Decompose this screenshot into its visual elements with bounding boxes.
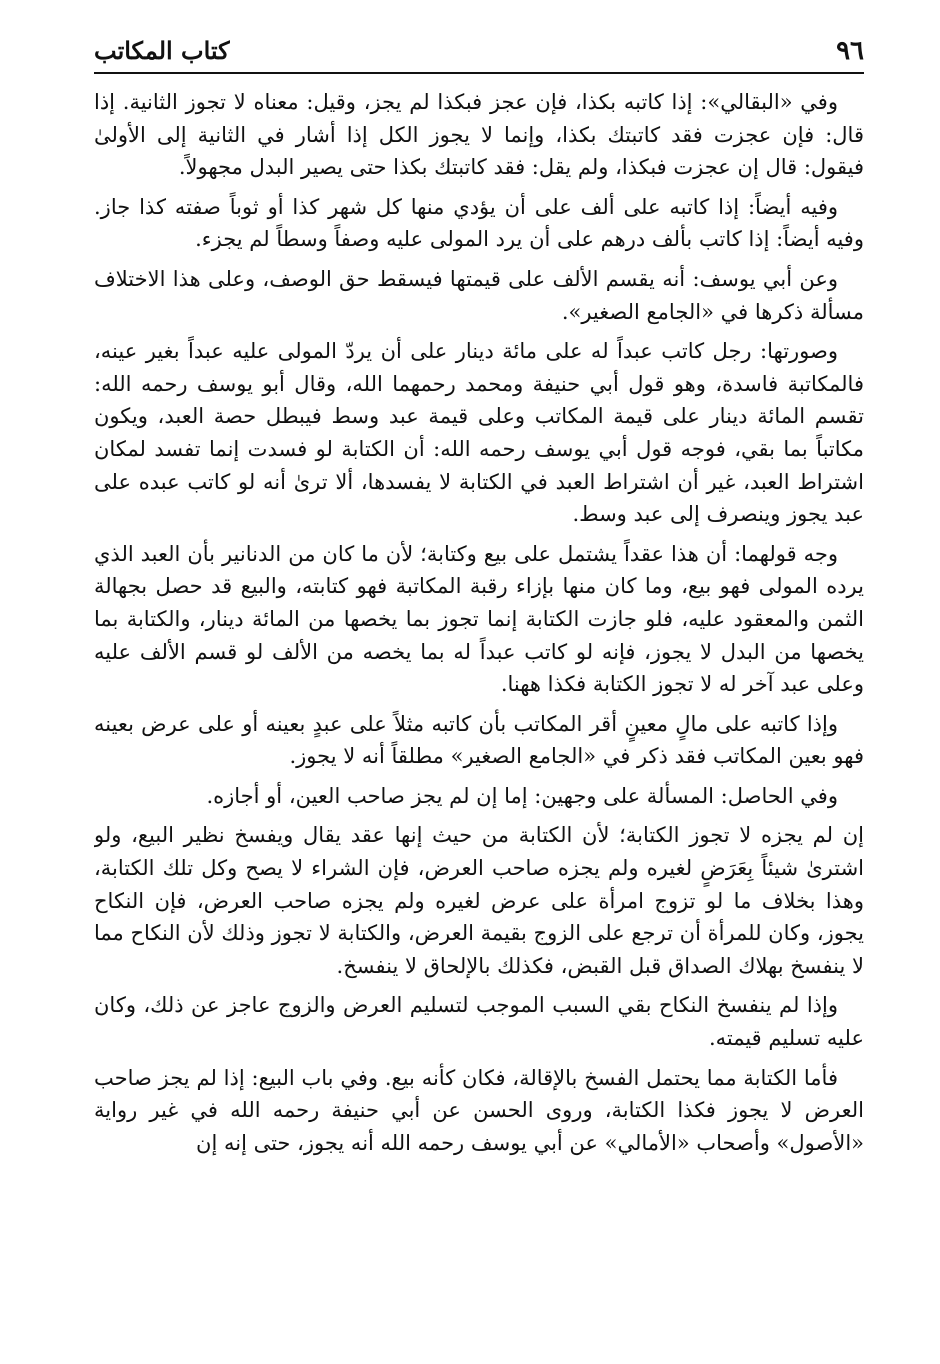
paragraph: وإذا كاتبه على مالٍ معينٍ أقر المكاتب بأن كاتبه مثلاً على عبدٍ بعينه أو على عرض بعينه فهو بعين المكاتب فقد ذكر في «الجامع الصغير» مطلقاً أنه لا يجوز. [94,711,864,769]
paragraph: وعن أبي يوسف: أنه يقسم الألف على قيمتها فيسقط حق الوصف، وعلى هذا الاختلاف مسألة ذكرها في «الجامع الصغير». [94,266,864,324]
paragraph: وفي «البقالي»: إذا كاتبه بكذا، فإن عجز فبكذا لم يجز، وقيل: معناه لا تجوز الثانية. إذا قال: فإن عجزت فقد كاتبتك بكذا، وإنما لا يجوز الكل إذا أشار في الثانية إلى الأولىٰ فيقول: قال إن عجزت فبكذا، ولم يقل: فقد كاتبتك بكذا حتى يصير البدل مجهولاً. [94,90,864,180]
running-title: كتاب المكاتب [94,36,230,65]
body-text [94,86,864,1334]
paragraph: وإذا لم ينفسخ النكاح بقي السبب الموجب لتسليم العرض والزوج عاجز عن ذلك، وكان عليه تسليم قيمته. [94,993,864,1051]
page-number: ٩٦ [836,36,864,66]
header-rule [94,72,864,74]
paragraph: وصورتها: رجل كاتب عبداً له على مائة دينار على أن يردّ المولى عليه عبداً بغير عينه، فالمكاتبة فاسدة، وهو قول أبي حنيفة ومحمد رحمهما الله، وقال أبو يوسف رحمه الله: تقسم المائة دينار على قيمة المكاتب وعلى قيمة عبد وسط فيبطل حصة العبد، ويكون مكاتباً بما بقي، فوجه قول أبي يوسف رحمه الله: أن الكتابة لو فسدت إنما تفسد لمكان اشتراط العبد، غير أن اشتراط العبد في الكتابة لا يفسدها، ألا ترىٰ أنه لو كاتب عبده على عبد يجوز وينصرف إلى عبد وسط. [94,339,864,527]
paragraph: وفي الحاصل: المسألة على وجهين: إما إن لم يجز صاحب العين، أو أجازه. [206,783,838,808]
paragraph: وجه قولهما: أن هذا عقداً يشتمل على بيع وكتابة؛ لأن ما كان من الدنانير بأن العبد الذي يرده المولى فهو بيع، وما كان منها بإزاء رقبة المكاتبة فهو كتابته، والبيع قد حصل بجهالة الثمن والمعقود عليه، فلو جازت الكتابة إنما تجوز بما يخصها من المائة دينار، والكتابة بما يخصها من البدل لا يجوز، فإنه لو كاتب عبداً له بما يخصه من الألف لو قسم الألف عليه وعلى عبد آخر له لا تجوز الكتابة فكذا ههنا. [94,541,864,697]
paragraph: فأما الكتابة مما يحتمل الفسخ بالإقالة، فكان كأنه بيع. وفي باب البيع: إذا لم يجز صاحب العرض لا يجوز فكذا الكتابة، وروى الحسن عن أبي حنيفة رحمه الله في غير رواية «الأصول» وأصحاب «الأمالي» عن أبي يوسف رحمه الله أنه يجوز، حتى إنه إن [94,1065,864,1155]
page-header [94,28,864,74]
paragraph: إن لم يجزه لا تجوز الكتابة؛ لأن الكتابة من حيث إنها عقد يقال ويفسخ نظير البيع، ولو اشترىٰ شيئاً بِعَرَضٍ لغيره ولم يجزه صاحب العرض، فإن الشراء لا يصح وكل تلك الكتابة، وهذا بخلاف ما لو تزوج امرأة على عرض لغيره ولم يجزه صاحب العرض، فإن النكاح يجوز، وكان للمرأة أن ترجع على الزوج بقيمة العرض، والكتابة لا تجوز وذلك لأن النكاح مما لا ينفسخ بهلاك الصداق قبل القبض، فكذلك بالإلحاق لا ينفسخ. [94,823,864,978]
paragraph: وفيه أيضاً: إذا كاتبه على ألف على أن يؤدي منها كل شهر كذا أو ثوباً صفته كذا جاز. وفيه أيضاً: إذا كاتب بألف درهم على أن يرد المولى عليه وصفاً وسطاً لم يجزء. [94,194,864,252]
